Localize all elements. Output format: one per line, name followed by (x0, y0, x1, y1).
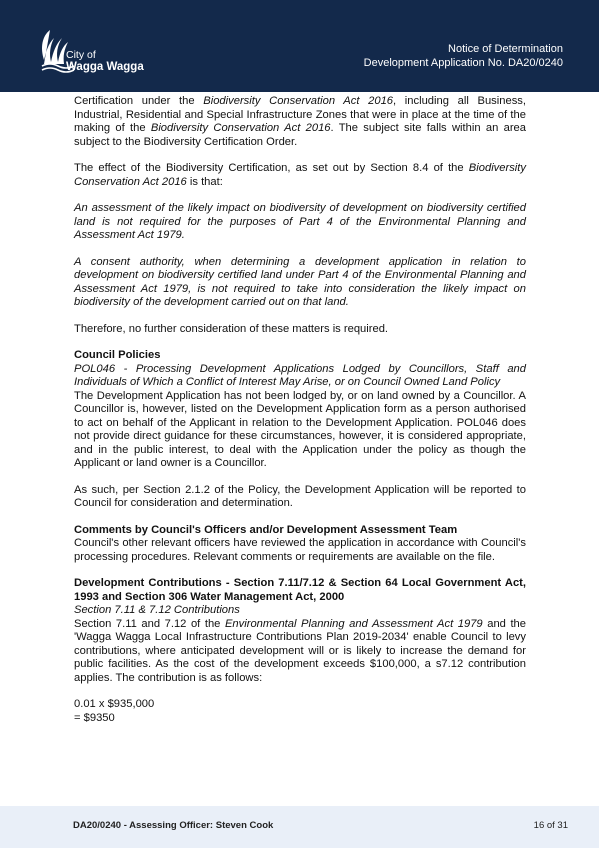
text-run: The effect of the Biodiversity Certification, as set out by Section 8.4 of the (74, 162, 469, 174)
page-header (0, 0, 599, 92)
text-run: is that: (186, 175, 223, 188)
policy-title: POL046 - Processing Development Applications Lodged by Councillors, Staff and Individuals of Which a Conflict of Interest May Arise, or on Council Owned Land Policy (74, 362, 526, 388)
heading-comments: Comments by Council's Officers and/or Development Assessment Team (74, 523, 458, 536)
act-title: Environmental Planning and Assessment Act 1979 (224, 617, 483, 630)
paragraph-comments: Council's other relevant officers have reviewed the application in accordance with Council's processing procedures. Relevant comments or requirements are available on the file. (74, 537, 526, 563)
paragraph-effect (74, 162, 526, 189)
subheading-contributions: Section 7.11 & 7.12 Contributions (74, 604, 240, 616)
heading-contributions: Development Contributions - Section 7.11/7.12 & Section 64 Local Government Act, 1993 and Section 306 Water Management Act, 2000 (74, 577, 526, 603)
page-footer (0, 806, 599, 848)
paragraph-policy-section: As such, per Section 2.1.2 of the Policy, the Development Application will be reported to Council for consideration and determination. (74, 483, 526, 509)
text-run: , including all Business, Industrial, Residential and Special Infrastructure Zones that were in place at the time of the making of the (74, 95, 526, 134)
page-number: 16 of 31 (533, 820, 568, 831)
paragraph-contributions (74, 618, 526, 686)
assessing-officer: DA20/0240 - Assessing Officer: Steven Cook (73, 820, 274, 831)
paragraph-conclusion: Therefore, no further consideration of these matters is required. (74, 322, 389, 335)
logo-line-2: Wagga Wagga (66, 61, 144, 73)
quote-consent-authority: A consent authority, when determining a development application in relation to development on biodiversity certified land under Part 4 of the Environmental Planning and Assessment Act 1979, is not required to take into consideration the likely impact on biodiversity of the development carried out on that land. (74, 255, 526, 308)
city-logo-text (66, 49, 144, 73)
application-number: Development Application No. DA20/0240 (363, 57, 563, 69)
calculation-result: = $9350 (74, 711, 115, 724)
paragraph-certification (74, 95, 526, 149)
heading-council-policies: Council Policies (74, 349, 161, 361)
logo-line-1: City of (66, 49, 96, 61)
text-run: Section 7.11 and 7.12 of the (74, 617, 225, 630)
calculation-line-1: 0.01 x $935,000 (74, 698, 155, 710)
text-run: Certification under the (74, 95, 204, 107)
text-run: and the 'Wagga Wagga Local Infrastructure Contributions Plan 2019-2034' enable Council to levy contributions, where anticipated development will or is likely to increase the demand for public facilities. As the cost of the development exceeds $100,000, a s7.12 contribution applies. The contribution is as follows: (74, 617, 526, 684)
quote-assessment: An assessment of the likely impact on biodiversity of development on biodiversity certified land is not required for the purposes of Part 4 of the Environmental Planning and Assessment Act 1979. (74, 202, 526, 241)
paragraph-policy: The Development Application has not been lodged by, or on land owned by a Councillor. A Councillor is, however, listed on the Development Application form as a person authorised to act on behalf of the Applicant in relation to the Development Application. POL046 does not provide direct guidance for these circumstances, however, it is considered appropriate, and in the public interest, to deal with the Application under the policy as though the Applicant or land owner is a Councillor. (74, 389, 526, 469)
act-title: Biodiversity Conservation Act 2016 (203, 95, 394, 107)
document-title (364, 42, 563, 70)
page-content (74, 95, 526, 738)
act-title: Biodiversity Conservation Act 2016 (150, 122, 331, 134)
act-title: Biodiversity Conservation Act 2016 (74, 162, 526, 188)
notice-title: Notice of Determination (448, 43, 563, 55)
text-run: . The subject site falls within an area subject to the Biodiversity Certification Order. (74, 122, 526, 148)
